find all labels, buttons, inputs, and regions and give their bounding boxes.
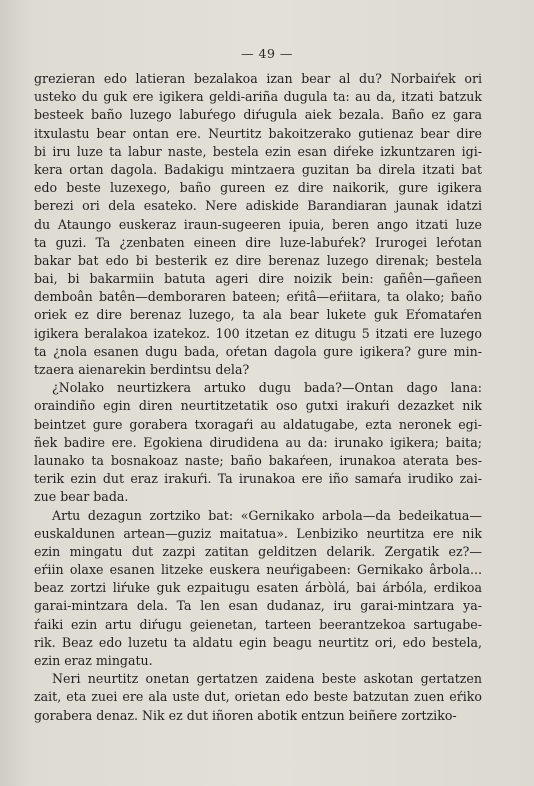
body-text [34,70,482,725]
text-line: demboân batên—demboraren bateen; eŕitâ—eŕiitara, ta olako; baño [34,289,482,305]
text-line: usteko du guk ere igikera geldi-ariña dugula ta: au da, itzati batzuk [34,89,482,105]
paragraph [34,379,482,506]
text-line: Artu dezagun zortziko bat: «Gernikako arbola—da bedeikatua— [52,507,482,523]
text-line: eŕiin olaxe esanen litzeke euskera neuŕigabeen: Gernikako ârbola... [34,562,482,578]
text-line: ŕaiki ezin artu diŕugu geienetan, tarteen beerantzekoa sartugabe- [34,616,482,632]
text-line: ta guzi. Ta ¿zenbaten eineen dire luze-labuŕek? Irurogei leŕotan [34,234,482,250]
text-line: edo beste luzexego, baño gureen ez dire naikorik, gure igikera [34,180,482,196]
text-line: Neri neurtitz onetan gertatzen zaidena beste askotan gertatzen [52,671,482,687]
paragraph [34,70,482,379]
text-line: itxulastu bear ontan ere. Neurtitz bakoitzerako gutienaz bear dire [34,125,482,141]
text-line: garai-mintzara dela. Ta len esan dudanaz, iru garai-mintzara ya- [34,598,482,614]
text-line: bai, bi bakarmiin batuta ageri dire noizik bein: gañên—gañeen [34,271,482,287]
paragraph [34,507,482,671]
text-line: launako ta bosnakoaz naste; baño bakaŕeen, irunakoa aterata bes- [34,452,482,468]
text-line: euskaldunen artean—guziz maitatua». Lenbiziko neurtitza ere nik [34,525,482,541]
text-line: du Ataungo euskeraz iraun-sugeeren ipuia, beren ango itzati luze [34,216,482,232]
text-line: kera ortan dagola. Badakigu mintzaera guzitan ba direla itzati bat [34,161,482,177]
text-line: besteek baño luzego labuŕego diŕugula aiek bezala. Baño ez gara [34,107,482,123]
text-line: terik ezin dut eraz irakuŕi. Ta irunakoa ere iño samaŕa irudiko zai- [34,471,482,487]
text-line: igikera beralakoa izatekoz. 100 itzetan ez ditugu 5 itzati ere luzego [34,325,482,341]
text-line: tzaera aienarekin berdintsu dela? [34,362,250,377]
text-line: ezin eraz mingatu. [34,653,153,668]
text-line: bi iru luze ta labur naste, bestela ezin esan diŕeke izkuntzaren igi- [34,143,482,159]
text-line: bakar bat edo bi besterik ez dire berenaz luzego direnak; bestela [34,252,482,268]
text-line: grezieran edo latieran bezalakoa izan bear al du? Norbaiŕek ori [34,71,482,86]
page-number: — 49 — [241,46,293,61]
text-line: beintzet gure gorabera txoragaŕi au aldatugabe, ezta neronek egi- [34,416,482,432]
text-line: gorabera denaz. Nik ez dut iñoren abotik entzun beiñere zortziko- [34,707,457,723]
text-line: oraindiño egin diren neurtitzetatik oso gutxi irakuŕi dezazket nik [34,398,482,414]
paragraph [34,670,482,725]
text-line: ¿Nolako neurtizkera artuko dugu bada?—Ontan dago lana: [52,380,482,396]
text-line: ezin mingatu dut zazpi zatitan gelditzen delarik. Zergatik ez?— [34,543,482,559]
text-line: berezi ori dela esateko. Nere adiskide Barandiaran jaunak idatzi [34,198,482,214]
text-line: rik. Beaz edo luzetu ta aldatu egin beagu neurtitz ori, edo bestela, [34,634,482,650]
text-line: oriek ez dire berenaz luzego, ta ala bear lukete guk Eŕomataŕen [34,307,482,323]
text-line: beaz zortzi liŕuke guk ezpaitugu esaten árbòlá, bai árbóla, erdikoa [34,580,482,596]
text-line: zue bear bada. [34,489,129,505]
text-line: ñek badire ere. Egokiena dirudidena au da: irunako igikera; baita; [34,434,482,450]
text-line: zait, eta zuei ere ala uste dut, orietan edo beste batzutan zuen eŕiko [34,689,482,705]
text-line: ta ¿nola esanen dugu bada, oŕetan dagola gure igikera? gure min- [34,343,482,359]
